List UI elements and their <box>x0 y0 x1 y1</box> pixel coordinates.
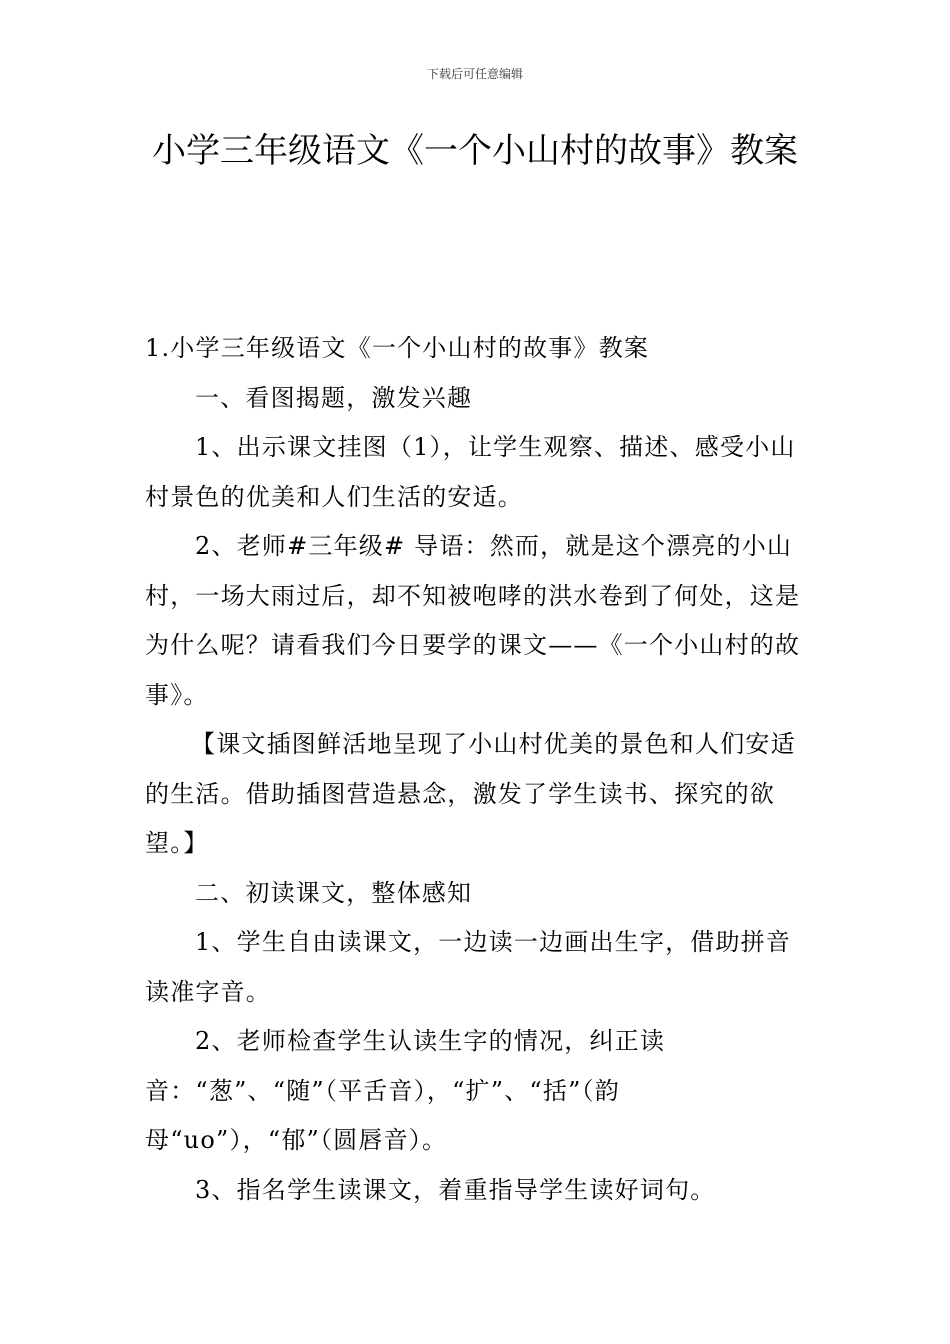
paragraph-commentary: 【课文插图鲜活地呈现了小山村优美的景色和人们安适的生活。借助插图营造悬念，激发了学生读书、探究的欲 望。】 <box>145 730 796 857</box>
paragraph-reading-1: 1、学生自由读课文，一边读一边画出生字，借助拼音读准字音。 <box>145 928 792 1006</box>
header-note: 下载后可任意编辑 <box>426 67 523 81</box>
subsection-heading-1: 一、看图揭题，激发兴趣 <box>195 383 473 412</box>
subsection-heading-2: 二、初读课文，整体感知 <box>195 878 473 907</box>
paragraph-reading-2: 2、老师检查学生认读生字的情况，纠正读音：“葱”、“随”（平舌音），“扩”、“括”（韵母“uo”），“郁”（圆唇音）。 <box>145 1027 666 1154</box>
section-heading: 1.小学三年级语文《一个小山村的故事》教案 <box>145 334 650 362</box>
paragraph-step-1: 1、出示课文挂图（1），让学生观察、描述、感受小山村景色的优美和人们生活的安适。 <box>145 433 796 511</box>
document-body <box>145 324 810 1215</box>
document-title: 小学三年级语文《一个小山村的故事》教案 <box>152 131 798 171</box>
paragraph-reading-3: 3、指名学生读课文，着重指导学生读好词句。 <box>195 1175 716 1204</box>
paragraph-step-2: 2、老师#三年级# 导语：然而，就是这个漂亮的小山村，一场大雨过后，却不知被咆哮的洪水卷到了何处，这是为什么呢？请看我们今日要学的课文——《一个小山村的故事》。 <box>145 532 801 709</box>
